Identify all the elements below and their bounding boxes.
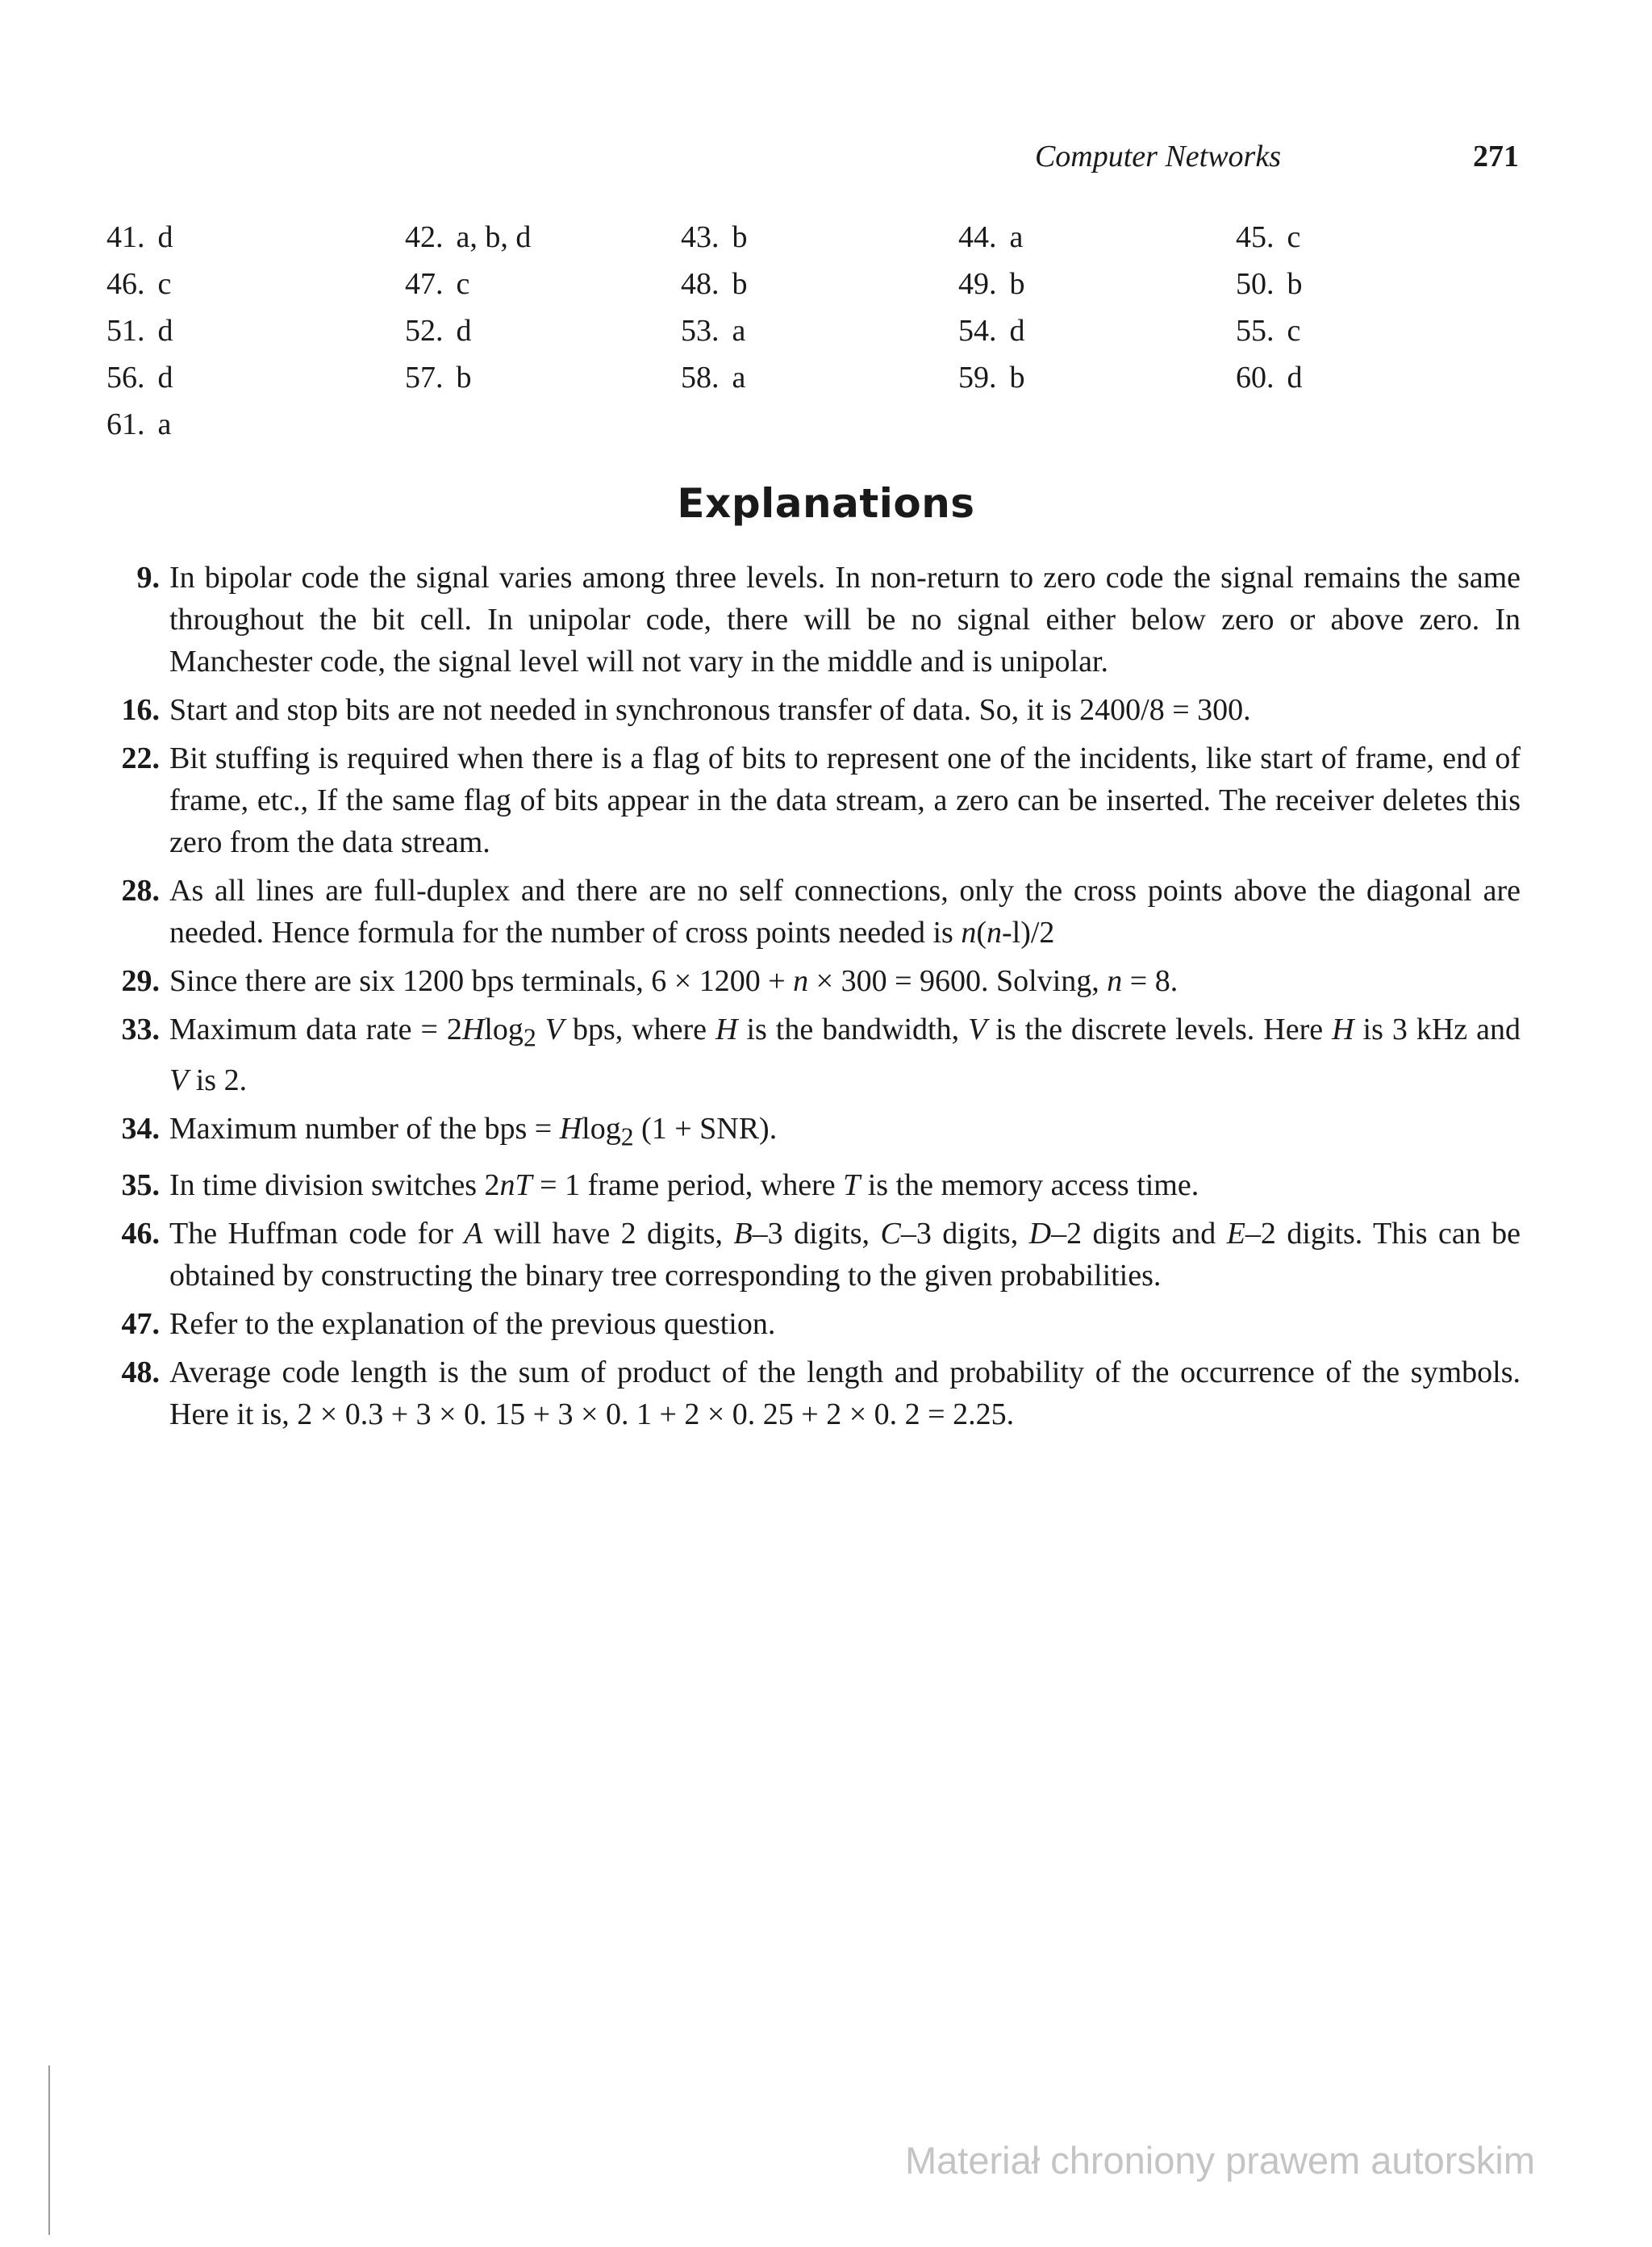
answer-number: 42. xyxy=(405,220,444,254)
answer-choice: a xyxy=(732,314,746,348)
explanation-item xyxy=(105,1108,1521,1159)
answer-choice: b xyxy=(732,267,748,301)
answer-item xyxy=(681,360,745,395)
answer-choice: d xyxy=(1287,361,1303,395)
answer-item xyxy=(958,219,1023,255)
explanation-item xyxy=(105,557,1521,683)
explanation-text: Maximum number of the bps = Hlog$_2$ (1 + SNR). xyxy=(169,1111,778,1151)
explanation-text: The Huffman code for A will have 2 digits, B–3 digits, C–3 digits, D–2 digits and E–2 digits. This can be obtained by constructing the binary tree corresponding to the given probabilities. xyxy=(169,1217,1521,1293)
explanation-item xyxy=(105,960,1521,1002)
explanation-number: 16. xyxy=(121,693,160,727)
answer-item xyxy=(958,266,1025,302)
answer-row xyxy=(106,360,1397,407)
explanation-text: Maximum data rate = 2Hlog$_2$ V bps, where H is the bandwidth, V is the discrete levels. Here H is 3 kHz and V is 2. xyxy=(169,1013,1521,1097)
answer-number: 61. xyxy=(106,407,145,441)
answer-item xyxy=(958,313,1025,349)
explanation-item xyxy=(105,1164,1521,1206)
explanation-text: Average code length is the sum of product of the length and probability of the occurrence of the symbols. Here it is, 2 × 0.3 + 3 × 0. 15 + 3 × 0. 1 + 2 × 0. 25 + 2 × 0. 2 = 2.25. xyxy=(169,1355,1521,1432)
explanation-item xyxy=(105,1351,1521,1435)
answer-choice: b xyxy=(1009,361,1025,395)
answer-number: 44. xyxy=(958,220,997,254)
answer-number: 41. xyxy=(106,220,145,254)
answer-item xyxy=(106,266,171,302)
answer-number: 54. xyxy=(958,314,997,348)
answer-choice: b xyxy=(456,361,472,395)
answer-choice: a, b, d xyxy=(456,220,532,254)
explanation-text: Since there are six 1200 bps terminals, 6 × 1200 + n × 300 = 9600. Solving, n = 8. xyxy=(169,964,1179,998)
explanation-number: 34. xyxy=(121,1111,160,1146)
answer-item xyxy=(1236,313,1300,349)
answer-number: 57. xyxy=(405,361,444,395)
explanation-text: Refer to the explanation of the previous question. xyxy=(169,1307,776,1342)
answer-number: 59. xyxy=(958,361,997,395)
answer-number: 48. xyxy=(681,267,720,301)
answer-item xyxy=(1236,360,1303,395)
answer-item xyxy=(106,313,173,349)
answer-choice: d xyxy=(157,361,173,395)
page-number: 271 xyxy=(1473,140,1519,173)
answer-number: 58. xyxy=(681,361,720,395)
answer-number: 50. xyxy=(1236,267,1274,301)
answer-number: 60. xyxy=(1236,361,1274,395)
answer-number: 53. xyxy=(681,314,720,348)
explanation-number: 28. xyxy=(121,874,160,908)
answer-number: 51. xyxy=(106,314,145,348)
answer-item xyxy=(958,360,1025,395)
explanation-number: 9. xyxy=(136,561,160,595)
explanation-item xyxy=(105,737,1521,863)
margin-line xyxy=(48,2065,50,2235)
explanation-number: 48. xyxy=(121,1355,160,1390)
answer-choice: d xyxy=(456,314,472,348)
page-header xyxy=(0,139,1652,179)
explanation-text: In bipolar code the signal varies among three levels. In non-return to zero code the signal remains the same throughout the bit cell. In unipolar code, there will be no signal either below zero or above zero. In Manchester code, the signal level will not vary in the middle and is unipolar. xyxy=(169,561,1521,679)
explanation-text: Bit stuffing is required when there is a flag of bits to represent one of the incidents, like start of frame, end of frame, etc., If the same flag of bits appear in the data stream, a zero can be inserted. The receiver deletes this zero from the data stream. xyxy=(169,741,1521,859)
answer-number: 46. xyxy=(106,267,145,301)
explanation-number: 29. xyxy=(121,964,160,998)
copyright-watermark: Materiał chroniony prawem autorskim xyxy=(905,2139,1536,2182)
answer-item xyxy=(681,219,748,255)
explanation-number: 47. xyxy=(121,1307,160,1342)
answer-item xyxy=(405,266,469,302)
answer-choice: b xyxy=(732,220,748,254)
answer-number: 56. xyxy=(106,361,145,395)
answer-item xyxy=(1236,219,1300,255)
answer-number: 49. xyxy=(958,267,997,301)
explanation-item xyxy=(105,1009,1521,1101)
answer-choice: b xyxy=(1009,267,1025,301)
answer-number: 45. xyxy=(1236,220,1274,254)
answer-choice: a xyxy=(732,361,746,395)
answer-choice: d xyxy=(157,314,173,348)
section-title: Explanations xyxy=(677,480,975,527)
answer-item xyxy=(681,266,748,302)
explanation-item xyxy=(105,1303,1521,1345)
answer-item xyxy=(681,313,745,349)
answer-key-grid xyxy=(106,219,1397,453)
answer-item xyxy=(106,360,173,395)
answer-row xyxy=(106,219,1397,266)
answer-choice: a xyxy=(157,407,172,441)
book-title: Computer Networks xyxy=(1034,140,1281,173)
answer-item xyxy=(106,407,171,442)
answer-item xyxy=(1236,266,1303,302)
answer-number: 52. xyxy=(405,314,444,348)
explanation-number: 33. xyxy=(121,1013,160,1046)
answer-row xyxy=(106,407,1397,453)
explanation-number: 35. xyxy=(121,1168,160,1203)
answer-item xyxy=(405,313,472,349)
explanation-number: 46. xyxy=(121,1217,160,1251)
answer-row xyxy=(106,266,1397,313)
answer-choice: c xyxy=(1287,314,1301,348)
answer-choice: c xyxy=(456,267,470,301)
answer-item xyxy=(106,219,173,255)
answer-number: 47. xyxy=(405,267,444,301)
answer-item xyxy=(405,360,472,395)
explanation-text: As all lines are full-duplex and there are no self connections, only the cross points above the diagonal are needed. Hence formula for the number of cross points needed is n(n-l)/2 xyxy=(169,874,1521,950)
answer-item xyxy=(405,219,531,255)
answer-choice: b xyxy=(1287,267,1303,301)
answer-choice: a xyxy=(1009,220,1024,254)
explanations-list xyxy=(105,557,1521,1442)
explanation-item xyxy=(105,689,1521,731)
explanation-number: 22. xyxy=(121,741,160,775)
answer-number: 43. xyxy=(681,220,720,254)
answer-row xyxy=(106,313,1397,360)
answer-choice: d xyxy=(157,220,173,254)
explanation-text: Start and stop bits are not needed in synchronous transfer of data. So, it is 2400/8 = 300. xyxy=(169,693,1251,727)
answer-choice: d xyxy=(1009,314,1025,348)
explanation-text: In time division switches 2nT = 1 frame period, where T is the memory access time. xyxy=(169,1168,1199,1203)
answer-choice: c xyxy=(157,267,172,301)
answer-choice: c xyxy=(1287,220,1301,254)
explanation-item xyxy=(105,1213,1521,1297)
explanation-item xyxy=(105,870,1521,954)
answer-number: 55. xyxy=(1236,314,1274,348)
